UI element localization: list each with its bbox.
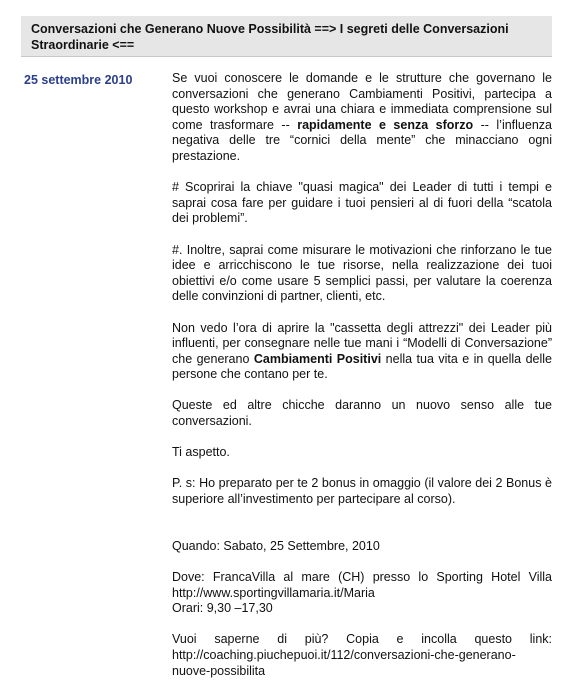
intro-text-a: Se vuoi conoscere le domande e le strutture che governano le conversazioni che generano Cambiamenti Positivi, partecipa a questo workshop e avrai una chiara e immediata comprensione sul come trasformare -- <box>172 71 552 132</box>
paragraph-motivations: #. Inoltre, saprai come misurare le motivazioni che rinforzano le tue idee e arricchiscono le tue risorse, nella realizzazione dei tuoi obiettivi e/o come usare 5 semplici passi, per valutare la coerenza delle convinzioni di partner, clienti, etc. <box>172 242 552 304</box>
post-title: Conversazioni che Generano Nuove Possibilità ==> I segreti delle Conversazioni Straordinarie <== <box>31 22 509 52</box>
toolbox-text-b: nella tua vita e in quella delle persone che contano per te. <box>172 351 552 382</box>
paragraph-key: # Scoprirai la chiave "quasi magica" dei Leader di tutti i tempi e saprai cosa fare per guidare i tuoi pensieri al di fuori della “scatola dei problemi”. <box>172 180 552 226</box>
paragraph-intro <box>172 71 552 165</box>
paragraph-aspetto: Ti aspetto. <box>172 445 230 460</box>
post-date: 25 settembre 2010 <box>24 73 133 87</box>
paragraph-chicche: Queste ed altre chicche daranno un nuovo senso alle tue conversazioni. <box>172 398 552 429</box>
post-title-bar <box>21 16 552 57</box>
event-hours: Orari: 9,30 –17,30 <box>172 601 273 616</box>
event-where-url: http://www.sportingvillamaria.it/Maria <box>172 585 375 600</box>
intro-text-b: -- l’influenza negativa delle tre “cornici della mente” che minacciano ogni prestazione. <box>172 117 552 163</box>
spacer <box>172 523 552 539</box>
paragraph-more-info: Vuoi saperne di più? Copia e incolla questo link: http://coaching.piuchepuoi.it/112/conversazioni-che-generano-nuove-possibilita <box>172 632 552 678</box>
post-body <box>172 71 552 695</box>
event-where-text: Dove: FrancaVilla al mare (CH) presso lo Sporting Hotel Villa <box>172 570 552 584</box>
event-when: Quando: Sabato, 25 Settembre, 2010 <box>172 538 380 553</box>
toolbox-text-a: Non vedo l’ora di aprire la "cassetta degli attrezzi" dei Leader più influenti, per consegnare nelle tue mani i “Modelli di Conversazione” che generano <box>172 320 552 366</box>
paragraph-toolbox <box>172 321 552 383</box>
event-where <box>172 570 552 617</box>
intro-bold: rapidamente e senza sforzo <box>297 117 474 132</box>
paragraph-ps: P. s: Ho preparato per te 2 bonus in omaggio (il valore dei 2 Bonus è superiore all’investimento per partecipare al corso). <box>172 476 552 507</box>
toolbox-bold: Cambiamenti Positivi <box>253 351 382 366</box>
